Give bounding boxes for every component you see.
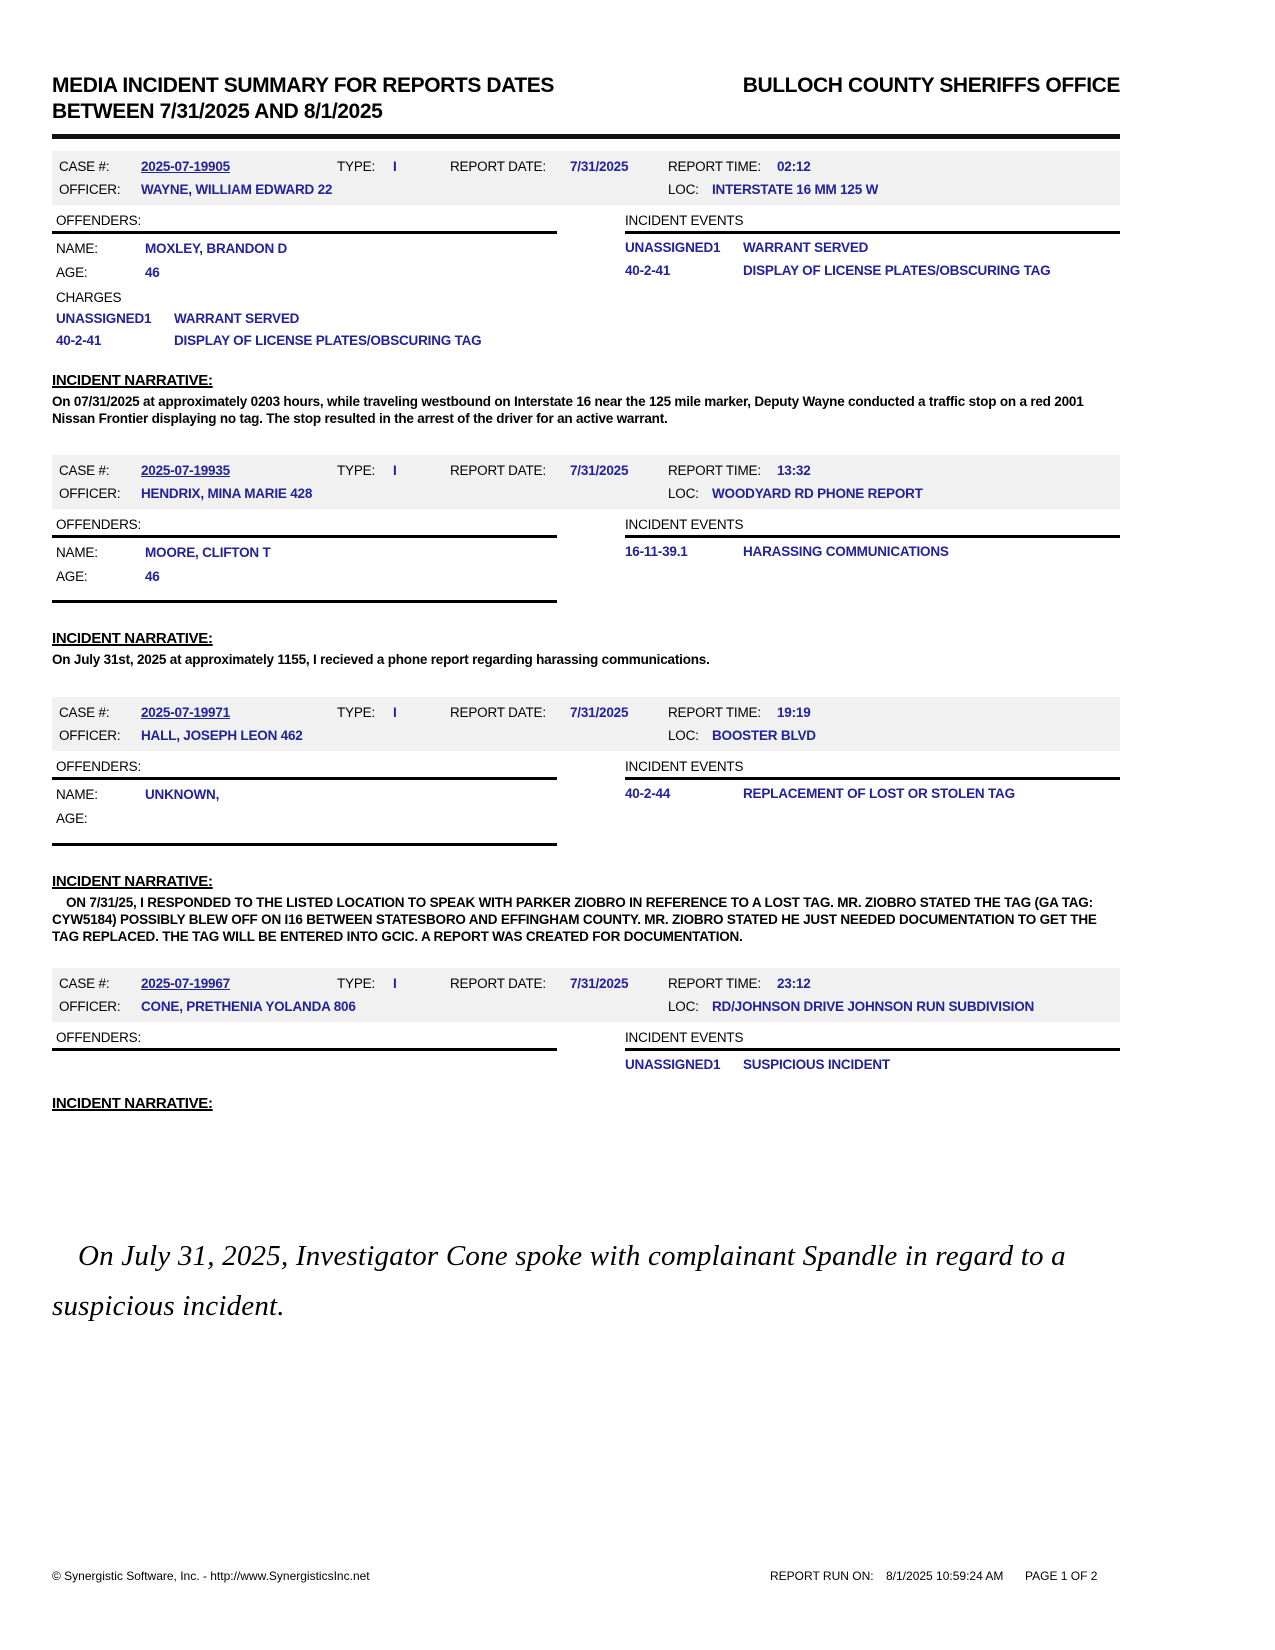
incident-narrative-heading: INCIDENT NARRATIVE: xyxy=(52,1095,213,1112)
report-date-value: 7/31/2025 xyxy=(570,463,629,478)
incident-events-rule xyxy=(625,777,1120,780)
offenders-rule xyxy=(52,1048,557,1051)
offenders-bottom-rule xyxy=(52,843,557,846)
offenders-heading: OFFENDERS: xyxy=(56,213,142,228)
case-header-band xyxy=(52,455,1120,509)
case-header-band xyxy=(52,697,1120,751)
name-value: MOXLEY, BRANDON D xyxy=(145,241,288,256)
report-content xyxy=(52,0,1120,1331)
case-columns xyxy=(52,516,1120,603)
event-code: 40-2-41 xyxy=(625,263,671,278)
offender-age-row xyxy=(52,263,557,282)
case-section-3 xyxy=(52,697,1120,945)
case-number-label: CASE #: xyxy=(59,976,110,991)
officer-label: OFFICER: xyxy=(59,486,121,501)
report-time-label: REPORT TIME: xyxy=(668,705,761,720)
offenders-column xyxy=(52,516,557,603)
case-number-label: CASE #: xyxy=(59,705,110,720)
event-desc: HARASSING COMMUNICATIONS xyxy=(743,544,949,559)
agency-name: BULLOCH COUNTY SHERIFFS OFFICE xyxy=(742,74,1120,97)
offenders-column xyxy=(52,1029,557,1051)
report-time-value: 13:32 xyxy=(777,463,811,478)
loc-value: BOOSTER BLVD xyxy=(712,728,816,743)
offender-age-row xyxy=(52,809,557,828)
header-rule xyxy=(52,134,1120,139)
footer-report-run-value: 8/1/2025 10:59:24 AM xyxy=(886,1569,1004,1583)
charge-code: UNASSIGNED1 xyxy=(56,311,152,326)
report-date-label: REPORT DATE: xyxy=(450,705,546,720)
incident-events-heading: INCIDENT EVENTS xyxy=(625,1030,744,1045)
event-row xyxy=(625,784,1120,803)
name-label: NAME: xyxy=(56,241,98,256)
charge-desc: DISPLAY OF LICENSE PLATES/OBSCURING TAG xyxy=(174,333,482,348)
loc-label: LOC: xyxy=(668,728,699,743)
loc-value: INTERSTATE 16 MM 125 W xyxy=(712,182,879,197)
officer-label: OFFICER: xyxy=(59,728,121,743)
incident-narrative-text: On 07/31/2025 at approximately 0203 hours, while traveling westbound on Interstate 16 near the 125 mile marker, Deputy Wayne conducted a traffic stop on a red 2001 Nissan Frontier displaying no tag. The stop resulted in the arrest of the driver for an active warrant. xyxy=(52,394,1084,426)
report-date-label: REPORT DATE: xyxy=(450,976,546,991)
loc-label: LOC: xyxy=(668,182,699,197)
offender-name-row xyxy=(52,785,557,804)
case-number-link[interactable]: 2025-07-19905 xyxy=(141,159,230,174)
name-value: UNKNOWN, xyxy=(145,787,220,802)
offenders-heading: OFFENDERS: xyxy=(56,1030,142,1045)
event-code: 40-2-44 xyxy=(625,786,671,801)
charge-row xyxy=(52,331,557,350)
type-value: I xyxy=(393,463,397,478)
report-time-value: 19:19 xyxy=(777,705,811,720)
charges-heading: CHARGES xyxy=(56,290,122,305)
incident-events-column xyxy=(625,212,1120,280)
incident-events-heading: INCIDENT EVENTS xyxy=(625,213,744,228)
name-label: NAME: xyxy=(56,545,98,560)
case-header-row2 xyxy=(59,997,1120,1016)
event-code: UNASSIGNED1 xyxy=(625,240,721,255)
age-label: AGE: xyxy=(56,811,88,826)
incident-events-rule xyxy=(625,535,1120,538)
officer-label: OFFICER: xyxy=(59,999,121,1014)
type-label: TYPE: xyxy=(337,159,376,174)
case-number-link[interactable]: 2025-07-19971 xyxy=(141,705,230,720)
loc-value: WOODYARD RD PHONE REPORT xyxy=(712,486,923,501)
incident-events-rule xyxy=(625,231,1120,234)
report-time-value: 02:12 xyxy=(777,159,811,174)
report-date-value: 7/31/2025 xyxy=(570,159,629,174)
case-header-row1 xyxy=(59,703,1120,722)
incident-narrative-heading: INCIDENT NARRATIVE: xyxy=(52,873,213,890)
case-header-row1 xyxy=(59,461,1120,480)
page-title-line1: MEDIA INCIDENT SUMMARY FOR REPORTS DATES xyxy=(52,74,555,97)
charge-code: 40-2-41 xyxy=(56,333,102,348)
event-desc: SUSPICIOUS INCIDENT xyxy=(743,1057,890,1072)
officer-value: HALL, JOSEPH LEON 462 xyxy=(141,728,303,743)
officer-value: CONE, PRETHENIA YOLANDA 806 xyxy=(141,999,356,1014)
incident-narrative-heading: INCIDENT NARRATIVE: xyxy=(52,372,213,389)
event-desc: REPLACEMENT OF LOST OR STOLEN TAG xyxy=(743,786,1015,801)
case-header-row1 xyxy=(59,157,1120,176)
event-row xyxy=(625,542,1120,561)
officer-value: HENDRIX, MINA MARIE 428 xyxy=(141,486,313,501)
case-header-row1 xyxy=(59,974,1120,993)
case-header-band xyxy=(52,151,1120,205)
loc-label: LOC: xyxy=(668,486,699,501)
event-desc: DISPLAY OF LICENSE PLATES/OBSCURING TAG xyxy=(743,263,1051,278)
case-section-1 xyxy=(52,151,1120,427)
case-header-row2 xyxy=(59,484,1120,503)
report-time-label: REPORT TIME: xyxy=(668,463,761,478)
type-value: I xyxy=(393,159,397,174)
type-label: TYPE: xyxy=(337,463,376,478)
event-code: UNASSIGNED1 xyxy=(625,1057,721,1072)
loc-value: RD/JOHNSON DRIVE JOHNSON RUN SUBDIVISION xyxy=(712,999,1035,1014)
type-value: I xyxy=(393,705,397,720)
incident-events-column xyxy=(625,516,1120,561)
footer-copyright: © Synergistic Software, Inc. - http://www.SynergisticsInc.net xyxy=(52,1569,370,1583)
report-time-value: 23:12 xyxy=(777,976,811,991)
event-code: 16-11-39.1 xyxy=(625,544,688,559)
case-number-link[interactable]: 2025-07-19967 xyxy=(141,976,230,991)
event-row xyxy=(625,1055,1120,1074)
offenders-column xyxy=(52,212,557,350)
incident-events-rule xyxy=(625,1048,1120,1051)
case-header-row2 xyxy=(59,180,1120,199)
case-header-band xyxy=(52,968,1120,1022)
case-section-4 xyxy=(52,968,1120,1331)
age-label: AGE: xyxy=(56,569,88,584)
event-row xyxy=(625,261,1120,280)
offenders-rule xyxy=(52,777,557,780)
officer-label: OFFICER: xyxy=(59,182,121,197)
offenders-rule xyxy=(52,231,557,234)
report-date-value: 7/31/2025 xyxy=(570,976,629,991)
offender-name-row xyxy=(52,543,557,562)
report-header xyxy=(52,73,1120,125)
officer-value: WAYNE, WILLIAM EDWARD 22 xyxy=(141,182,333,197)
case-columns xyxy=(52,212,1120,350)
offenders-bottom-rule xyxy=(52,600,557,603)
case-number-label: CASE #: xyxy=(59,463,110,478)
incident-events-heading: INCIDENT EVENTS xyxy=(625,759,744,774)
offender-age-row xyxy=(52,567,557,586)
charge-desc: WARRANT SERVED xyxy=(174,311,300,326)
case-header-row2 xyxy=(59,726,1120,745)
type-label: TYPE: xyxy=(337,705,376,720)
report-date-value: 7/31/2025 xyxy=(570,705,629,720)
age-label: AGE: xyxy=(56,265,88,280)
incident-events-column xyxy=(625,1029,1120,1074)
loc-label: LOC: xyxy=(668,999,699,1014)
incident-narrative-text: ON 7/31/25, I RESPONDED TO THE LISTED LOCATION TO SPEAK WITH PARKER ZIOBRO IN REFERENCE TO A LOST TAG. MR. ZIOBRO STATED THE TAG (GA TAG: CYW5184) POSSIBLY BLEW OFF ON I16 BETWEEN STATESBORO AND EFFINGHAM COUNTY. MR. ZIOBRO STATED HE JUST NEEDED DOCUMENTATION TO GET THE TAG REPLACED. THE TAG WILL BE ENTERED INTO GCIC. A REPORT WAS CREATED FOR DOCUMENTATION. xyxy=(52,895,1097,944)
incident-events-heading: INCIDENT EVENTS xyxy=(625,517,744,532)
report-date-label: REPORT DATE: xyxy=(450,159,546,174)
type-label: TYPE: xyxy=(337,976,376,991)
incident-narrative-heading: INCIDENT NARRATIVE: xyxy=(52,630,213,647)
age-value: 46 xyxy=(145,265,160,280)
report-time-label: REPORT TIME: xyxy=(668,159,761,174)
offenders-rule xyxy=(52,535,557,538)
incident-narrative-text: On July 31, 2025, Investigator Cone spoke with complainant Spandle in regard to a suspicious incident. xyxy=(52,1240,1066,1322)
offenders-column xyxy=(52,758,557,846)
page-title xyxy=(52,73,554,125)
offenders-heading: OFFENDERS: xyxy=(56,759,142,774)
offender-name-row xyxy=(52,239,557,258)
age-value: 46 xyxy=(145,569,160,584)
case-columns xyxy=(52,1029,1120,1074)
name-value: MOORE, CLIFTON T xyxy=(145,545,271,560)
report-time-label: REPORT TIME: xyxy=(668,976,761,991)
footer-page-number: PAGE 1 OF 2 xyxy=(1025,1569,1098,1583)
case-columns xyxy=(52,758,1120,846)
offenders-heading: OFFENDERS: xyxy=(56,517,142,532)
page-title-line2: BETWEEN 7/31/2025 AND 8/1/2025 xyxy=(52,100,383,123)
incident-events-column xyxy=(625,758,1120,803)
report-date-label: REPORT DATE: xyxy=(450,463,546,478)
charge-row xyxy=(52,309,557,328)
name-label: NAME: xyxy=(56,787,98,802)
case-section-2 xyxy=(52,455,1120,668)
footer-report-run-label: REPORT RUN ON: xyxy=(770,1569,874,1583)
event-row xyxy=(625,238,1120,257)
case-number-link[interactable]: 2025-07-19935 xyxy=(141,463,230,478)
type-value: I xyxy=(393,976,397,991)
incident-narrative-text: On July 31st, 2025 at approximately 1155, I recieved a phone report regarding harassing communications. xyxy=(52,652,710,667)
case-number-label: CASE #: xyxy=(59,159,110,174)
event-desc: WARRANT SERVED xyxy=(743,240,869,255)
